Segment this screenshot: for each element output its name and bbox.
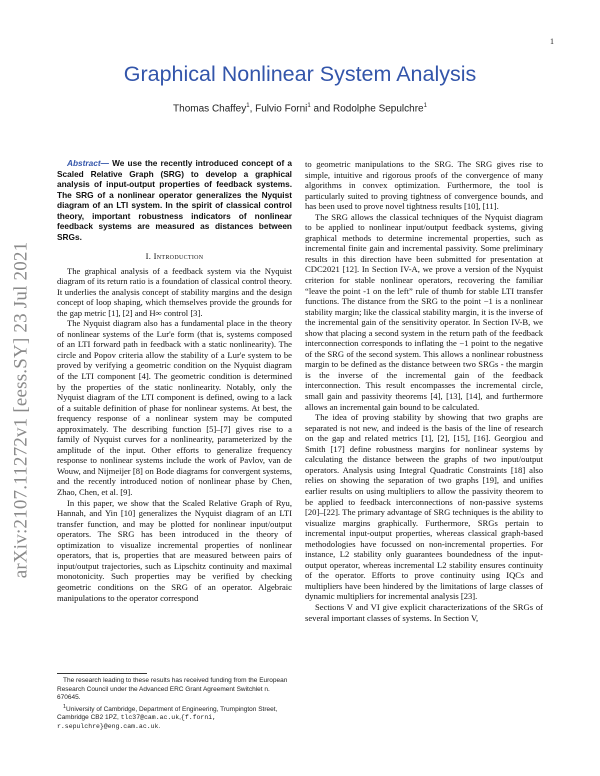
left-column [57, 158, 292, 603]
author-name: Thomas Chaffey [173, 103, 247, 115]
footnotes [57, 677, 292, 731]
page-number: 1 [550, 37, 554, 46]
author-list [50, 103, 550, 114]
affiliation-mark: 1 [246, 103, 250, 109]
arxiv-identifier-text: arXiv:2107.11272v1 [eess.SY] 23 Jul 2021 [10, 241, 32, 579]
email-address[interactable]: tlc37@cam.ac.uk [120, 714, 180, 722]
email-separator: , [179, 714, 181, 722]
affiliation-footnote [57, 703, 292, 732]
abstract [57, 158, 292, 242]
author-separator: and [310, 103, 333, 115]
body-paragraph: Sections V and VI give explicit characterizations of the SRGs of several important classes of systems. In Section V, [305, 601, 543, 623]
abstract-text: We use the recently introduced concept of a Scaled Relative Graph (SRG) to develop a graphical analysis of input-output properties of feedback systems. The SRG of a nonlinear operator generalizes the Nyquist diagram of an LTI system. In the spirit of classical control theory, important robustness indicators of nonlinear feedback systems are measured as distances between SRGs. [57, 158, 292, 242]
abstract-dash: — [100, 158, 113, 168]
section-numeral: I. [145, 251, 154, 261]
arxiv-identifier-stamp [2, 200, 40, 620]
body-paragraph: In this paper, we show that the Scaled Relative Graph of Ryu, Hannah, and Yin [10] generalizes the Nyquist diagram of an LTI transfer function, and may be plotted for nonlinear input/output operators. The SRG has been introduced in the theory of optimization to visualize incremental properties of nonlinear operators, that is, properties that are measured between pairs of input/output trajectories, such as Lipschitz continuity and maximal monotonicity. Such properties may be verified by checking geometric conditions on the SRG of an operator. Algebraic manipulations to the operator correspond [57, 497, 292, 603]
section-name: Introduction [153, 251, 204, 261]
author-name: Rodolphe Sepulchre [332, 103, 424, 115]
affiliation-mark: 1 [307, 103, 311, 109]
body-paragraph: The idea of proving stability by showing that two graphs are separated is not new, and indeed is the basis of the line of research on the gap and related metrics [1], [2], [15], [16]. Georgiou and Smith [17] define robustness margins for nonlinear systems by calculating the distance between the graphs of two input/output operators. Analysis using Integral Quadratic Constraints [18] also relies on showing the separation of two graphs [19], and unifies earlier results on using multipliers to allow the passivity theorem to be applied to feedback interconnections of non-passive systems [20]–[22]. The primary advantage of SRG techniques is the ability to visualize margins graphically. Furthermore, SRGs pertain to incremental input-output properties, whereas classical graph-based methodologies have focussed on non-incremental properties. For instance, L2 stability only guarantees boundedness of the input-output operator, whereas incremental L2 stability ensures continuity of the operator. Efforts to prove continuity using IQCs and multipliers have been hindered by the limitations of large classes of dynamic multipliers for incremental analysis [23]. [305, 412, 543, 602]
author-name: Fulvio Forni [255, 103, 308, 115]
abstract-label: Abstract [67, 158, 101, 168]
right-column [305, 159, 543, 623]
footnote-end: . [158, 722, 161, 730]
affiliation-mark: 1 [63, 703, 67, 710]
affiliation-text: University of Cambridge, Department of Engineering, Trumpington Street, Cambridge CB2 1PZ, [57, 705, 278, 722]
section-heading-introduction [57, 251, 292, 262]
email-address[interactable]: {f.forni, r.sepulchre}@eng.cam.ac.uk [57, 714, 217, 730]
body-paragraph: The graphical analysis of a feedback system via the Nyquist diagram of its return ratio is a foundation of classical control theory. It underlies the analysis concept of stability margins and the design concept of loop shaping, which themselves provide the grounds for the gap metric [1], [2] and H∞ control [3]. [57, 265, 292, 318]
body-paragraph: The Nyquist diagram also has a fundamental place in the theory of nonlinear systems of the Lur'e form (that is, systems composed of an LTI forward path in feedback with a static nonlinearity). The circle and Popov criteria allow the stability of a Lur'e system to be proved by verifying a geometric condition on the Nyquist diagram of the LTI component [4]. The geometric condition is determined by the properties of the static nonlinearity. Notably, only the Nyquist diagram of the LTI component is defined, owing to a lack of a suitable definition of phase for nonlinear systems. At best, the frequency response of a nonlinear system may be computed approximately. The describing function [5]–[7] gives rise to a family of Nyquist curves for a nonlinearity, parameterized by the amplitude of the input. Other efforts to generalize frequency response to nonlinear systems include the work of Pavlov, van de Wouw, and Nijmeijer [8] on Bode diagrams for convergent systems, and the recently introduced notion of nonlinear phase by Chen, Zhao, Chen, et al. [9]. [57, 318, 292, 498]
paper-title: Graphical Nonlinear System Analysis [123, 62, 477, 86]
body-paragraph: The SRG allows the classical techniques of the Nyquist diagram to be applied to nonlinear input/output feedback systems, giving graphical methods to determine incremental properties, such as incremental finite gain and incremental passivity. Some preliminary results in this direction have been submitted for presentation at CDC2021 [12]. In Section IV-A, we prove a version of the Nyquist criterion for stable nonlinear operators, recovering the familiar “leave the point -1 on the left” rule of thumb for stable LTI transfer functions. The distance from the SRG to the point −1 is a nonlinear stability margin; like the classical stability margin, it is the inverse of the incremental gain of the sensitivity operator. In Section IV-B, we show that placing a second system in the return path of the feedback interconnection corresponds to inflating the −1 point to the negative of the SRG of the second system. This allows a nonlinear robustness margin to be defined as the distance between two SRGs - the margin is the inverse of the incremental gain of the feedback interconnection. This result encompasses the incremental circle, small gain and passivity theorems [4], [13], [14], and furthermore allows an incremental gain bound to be calculated. [305, 211, 543, 412]
footnote-divider [57, 673, 147, 674]
author-separator: , [249, 103, 256, 115]
funding-footnote: The research leading to these results has received funding from the European Research Council under the Advanced ERC Grant Agreement Switchlet n. 670645. [57, 677, 288, 701]
affiliation-mark: 1 [423, 103, 427, 109]
body-paragraph: to geometric manipulations to the SRG. The SRG gives rise to simple, intuitive and rigorous proofs of the convergence of many algorithms in convex optimization. Furthermore, the tool is particularly suited to proving tightness of convergence bounds, and has been used to prove novel tightness results [10], [11]. [305, 159, 543, 212]
